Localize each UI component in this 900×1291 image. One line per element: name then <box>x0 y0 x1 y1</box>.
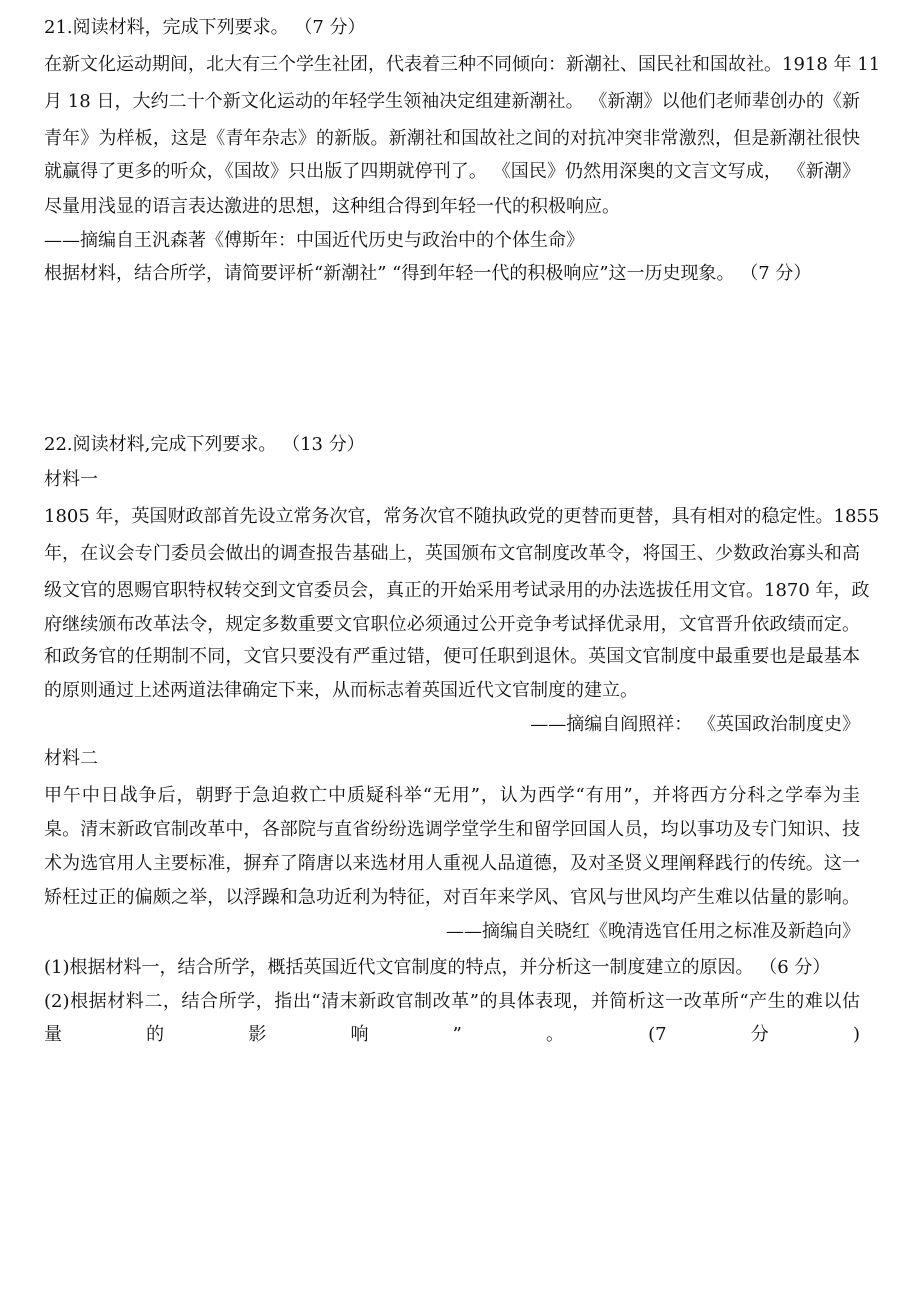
material1-text-line: 年，在议会专门委员会做出的调查报告基础上，英国颁布文官制度改革令，将国王、少数政治寡头和高 <box>44 543 860 564</box>
material1-text-line: 和政务官的任期制不同，文官只要没有严重过错，便可任职到退休。英国文官制度中最重要也是最基本 <box>44 646 860 667</box>
q21-text-line: 青年》为样板，这是《青年杂志》的新版。新潮社和国故社之间的对抗冲突非常激烈，但是新潮社很快 <box>44 128 860 149</box>
spread-char: 分 <box>750 1024 769 1045</box>
material2-label: 材料二 <box>44 748 98 769</box>
spread-char: ” <box>452 1024 462 1045</box>
material2-text-line: 矫枉过正的偏颇之举，以浮躁和急功近利为特征，对百年来学风、官风与世风均产生难以估量的影响。 <box>44 887 860 908</box>
material1-label: 材料一 <box>44 469 98 490</box>
q21-text-line: 尽量用浅显的语言表达激进的思想，这种组合得到年轻一代的积极响应。 <box>44 196 620 217</box>
q22-header: 22.阅读材料,完成下列要求。 （13 分） <box>44 434 365 455</box>
material1-source: ——摘编自阎照祥： 《英国政治制度史》 <box>530 714 860 735</box>
spread-char: 。 <box>545 1024 564 1045</box>
subquestion-1: (1)根据材料一，结合所学，概括英国近代文官制度的特点，并分析这一制度建立的原因。 （6 分） <box>44 957 831 978</box>
subquestion-2-line: (2)根据材料二，结合所学，指出“清末新政官制改革”的具体表现，并简析这一改革所“产生的难以估 <box>44 991 860 1012</box>
material1-text-line: 1805 年，英国财政部首先设立常务次官，常务次官不随执政党的更替而更替，具有相对的稳定性。1855 <box>44 506 880 527</box>
material2-text-line: 臬。清末新政官制改革中，各部院与直省纷纷选调学堂学生和留学回国人员，均以事功及专门知识、技 <box>44 819 860 840</box>
material2-source: ——摘编自关晓红《晚清选官任用之标准及新趋向》 <box>446 921 860 942</box>
spread-char: ) <box>852 1024 860 1045</box>
q21-text-line: 在新文化运动期间，北大有三个学生社团，代表着三种不同倾向：新潮社、国民社和国故社。1918 年 11 <box>44 54 881 75</box>
spread-char: 响 <box>350 1024 369 1045</box>
material2-text-line: 术为选官用人主要标准，摒弃了隋唐以来选材用人重视人品道德，及对圣贤义理阐释践行的传统。这一 <box>44 853 860 874</box>
q21-text-line: 就赢得了更多的听众，《国故》只出版了四期就停刊了。 《国民》仍然用深奥的文言文写成， 《新潮》 <box>44 161 860 182</box>
material1-text-line: 府继续颁布改革法令，规定多数重要文官职位必须通过公开竞争考试择优录用，文官晋升依政绩而定。 <box>44 614 860 635</box>
q21-header: 21.阅读材料，完成下列要求。 （7 分） <box>44 17 366 38</box>
subquestion-2-line-spread <box>44 1021 860 1049</box>
material2-text-line: 甲午中日战争后，朝野于急迫救亡中质疑科举“无用”，认为西学“有用”，并将西方分科之学奉为圭 <box>44 785 860 806</box>
spread-char: 的 <box>146 1024 165 1045</box>
q21-question: 根据材料，结合所学，请简要评析“新潮社” “得到年轻一代的积极响应”这一历史现象。 （7 分） <box>44 263 812 284</box>
material1-text-line: 级文官的恩赐官职特权转交到文官委员会，真正的开始采用考试录用的办法选拔任用文官。1870 年，政 <box>44 580 870 601</box>
spread-char: 影 <box>248 1024 267 1045</box>
spread-char: 量 <box>44 1024 62 1045</box>
q21-source: ——摘编自王汎森著《傅斯年：中国近代历史与政治中的个体生命》 <box>44 230 584 251</box>
q21-text-line: 月 18 日，大约二十个新文化运动的年轻学生领袖决定组建新潮社。 《新潮》以他们老师辈创办的《新 <box>44 91 860 112</box>
material1-text-line: 的原则通过上述两道法律确定下来，从而标志着英国近代文官制度的建立。 <box>44 680 638 701</box>
spread-char: (7 <box>648 1024 667 1045</box>
